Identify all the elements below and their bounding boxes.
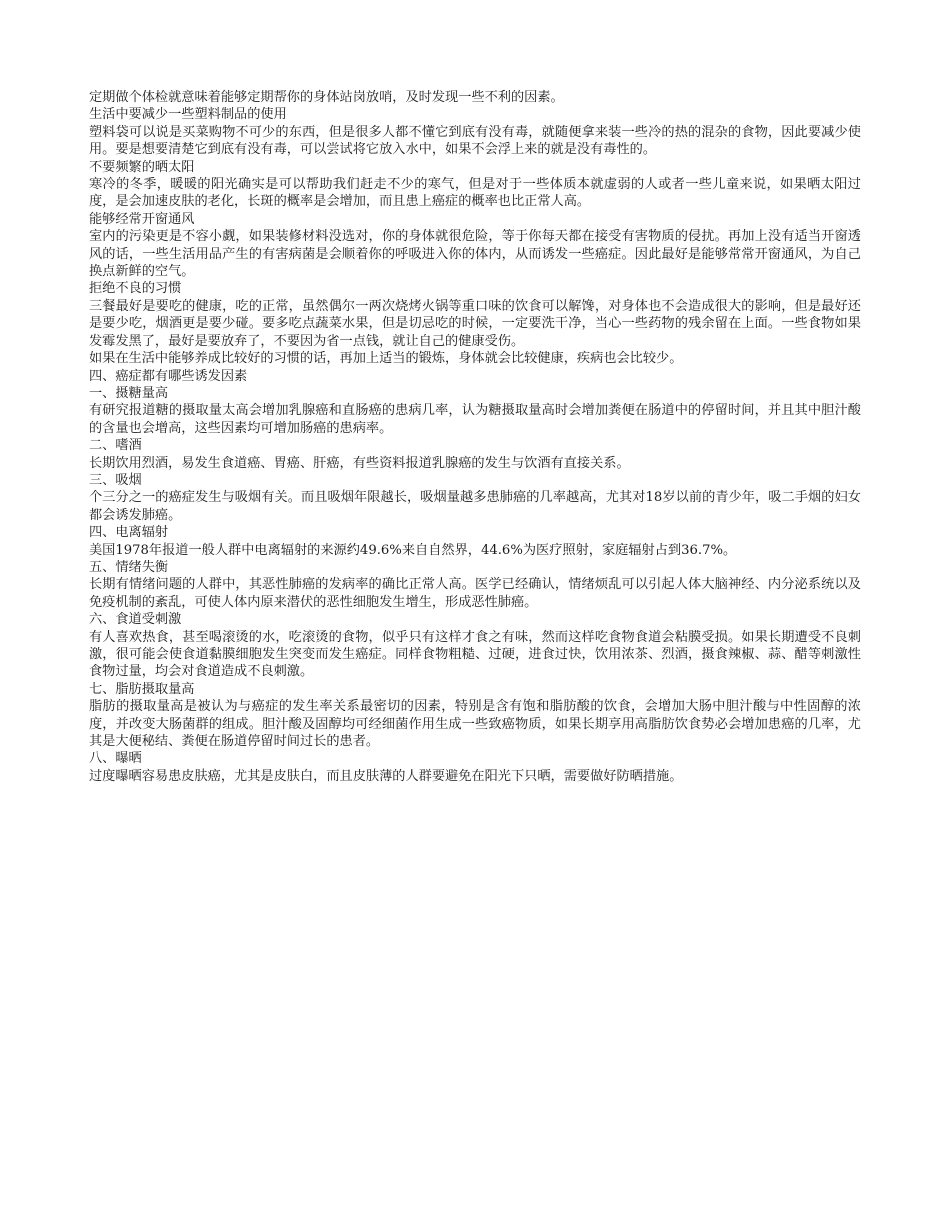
subsection-heading: 一、摄糖量高 [89, 385, 169, 401]
subsection-heading: 四、电离辐射 [89, 525, 169, 541]
paragraph: 三餐最好是要吃的健康，吃的正常，虽然偶尔一两次烧烤火锅等重口味的饮食可以解馋，对身体也不会造成很大的影响，但是最好还是要少吃，烟酒更是要少碰。要多吃点蔬菜水果，但是切忌吃的时候，一定要洗干净，当心一些药物的残余留在上面。一些食物如果发霉发黑了，最好是要放弃了，不要因为省一点钱，就让自己的健康受伤。 [89, 298, 861, 349]
paragraph: 过度曝晒容易患皮肤癌，尤其是皮肤白，而且皮肤薄的人群要避免在阳光下只晒，需要做好防晒措施。 [89, 768, 683, 784]
paragraph: 塑料袋可以说是买菜购物不可少的东西，但是很多人都不懂它到底有没有毒，就随便拿来装一些冷的热的混杂的食物，因此要减少使用。要是想要清楚它到底有没有毒，可以尝试将它放入水中，如果不会浮上来的就是没有毒性的。 [89, 124, 861, 158]
document-body [89, 89, 861, 785]
subsection-heading: 二、嗜酒 [89, 438, 142, 454]
paragraph: 室内的污染更是不容小觑，如果装修材料没选对，你的身体就很危险，等于你每天都在接受有害物质的侵扰。再加上没有适当开窗透风的话，一些生活用品产生的有害病菌是会顺着你的呼吸进入你的体内，从而诱发一些癌症。因此最好是能够常常开窗通风，为自己换点新鲜的空气。 [89, 229, 861, 280]
paragraph: 寒冷的冬季，暖暖的阳光确实是可以帮助我们赶走不少的寒气，但是对于一些体质本就虚弱的人或者一些儿童来说，如果晒太阳过度，是会加速皮肤的老化，长斑的概率是会增加，而且患上癌症的概率也比正常人高。 [89, 177, 861, 210]
subsection-heading: 五、情绪失衡 [89, 559, 169, 575]
section-heading: 能够经常开窗通风 [89, 211, 195, 227]
section-heading: 四、癌症都有哪些诱发因素 [89, 368, 248, 384]
section-heading: 生活中要减少一些塑料制品的使用 [89, 107, 287, 123]
paragraph: 有研究报道糖的摄取量太高会增加乳腺癌和直肠癌的患病几率，认为糖摄取量高时会增加粪便在肠道中的停留时间，并且其中胆汁酸的含量也会增高，这些因素均可增加肠癌的患病率。 [89, 403, 861, 436]
paragraph: 有人喜欢热食，甚至喝滚烫的水，吃滚烫的食物，似乎只有这样才食之有味，然而这样吃食物食道会粘膜受损。如果长期遭受不良刺激，很可能会使食道黏膜细胞发生突变而发生癌症。同样食物粗糙、过硬，进食过快，饮用浓茶、烈酒，摄食辣椒、蒜、醋等刺激性食物过量，均会对食道造成不良刺激。 [89, 629, 861, 680]
paragraph: 长期饮用烈酒，易发生食道癌、胃癌、肝癌，有些资料报道乳腺癌的发生与饮酒有直接关系。 [89, 455, 630, 471]
paragraph: 定期做个体检就意味着能够定期帮你的身体站岗放哨，及时发现一些不利的因素。 [89, 90, 564, 105]
subsection-heading: 三、吸烟 [89, 472, 142, 488]
paragraph: 脂肪的摄取量高是被认为与癌症的发生率关系最密切的因素，特别是含有饱和脂肪酸的饮食，会增加大肠中胆汁酸与中性固醇的浓度，并改变大肠菌群的组成。胆汁酸及固醇均可经细菌作用生成一些致癌物质，如果长期享用高脂肪饮食势必会增加患癌的几率，尤其是大便秘结、粪便在肠道停留时间过长的患者。 [89, 699, 861, 750]
subsection-heading: 六、食道受刺激 [89, 612, 182, 628]
paragraph: 长期有情绪问题的人群中，其恶性肺癌的发病率的确比正常人高。医学已经确认，情绪烦乱可以引起人体大脑神经、内分泌系统以及免疫机制的紊乱，可使人体内原来潜伏的恶性细胞发生增生，形成恶性肺癌。 [89, 577, 861, 610]
paragraph: 如果在生活中能够养成比较好的习惯的话，再加上适当的锻炼，身体就会比较健康，疾病也会比较少。 [89, 351, 683, 367]
section-heading: 拒绝不良的习惯 [89, 281, 182, 297]
paragraph: 个三分之一的癌症发生与吸烟有关。而且吸烟年限越长，吸烟量越多患肺癌的几率越高，尤其对18岁以前的青少年，吸二手烟的妇女都会诱发肺癌。 [89, 490, 861, 523]
section-heading: 不要频繁的晒太阳 [89, 159, 195, 175]
subsection-heading: 八、曝晒 [89, 751, 142, 767]
subsection-heading: 七、脂肪摄取量高 [89, 681, 195, 697]
paragraph: 美国1978年报道一般人群中电离辐射的来源约49.6%来自自然界，44.6%为医疗照射，家庭辐射占到36.7%。 [89, 542, 737, 558]
